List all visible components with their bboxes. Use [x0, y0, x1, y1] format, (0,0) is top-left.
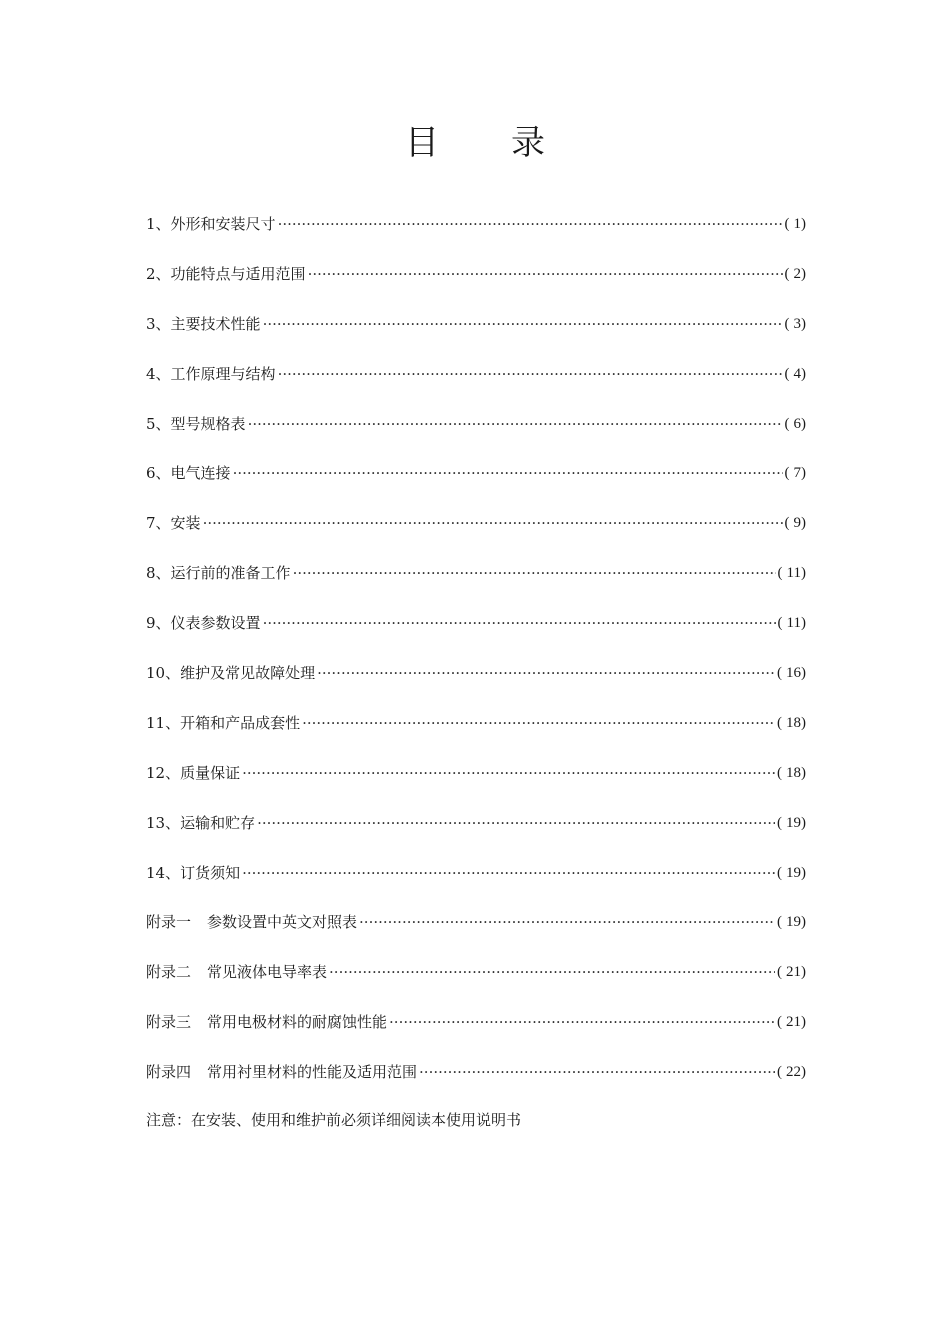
toc-entry[interactable]: [146, 811, 806, 861]
toc-entry-number: 2、: [146, 264, 171, 283]
toc-entry-number: 9、: [146, 614, 171, 633]
toc-entry[interactable]: [146, 262, 806, 312]
toc-entry-number: 4、: [146, 364, 171, 383]
toc-entry[interactable]: [146, 711, 806, 761]
toc-entry-label: 质量保证: [180, 763, 241, 782]
dot-leader: [419, 1060, 775, 1084]
dot-leader: [302, 711, 775, 735]
dot-leader: [263, 611, 776, 635]
toc-entry-page: ( 19): [777, 864, 806, 881]
toc-entry-number: 13、: [146, 813, 181, 832]
toc-entry[interactable]: [146, 561, 806, 611]
toc-entry-label: 常用电极材料的耐腐蚀性能: [207, 1013, 388, 1032]
toc-entry-page: ( 21): [777, 1014, 806, 1031]
toc-entry-number: 10、: [146, 664, 181, 683]
toc-entry-label: 工作原理与结构: [170, 364, 276, 383]
toc-entry-page: ( 21): [777, 964, 806, 981]
toc-entry-page: ( 19): [777, 814, 806, 831]
toc-entry-label: 参数设置中英文对照表: [207, 913, 358, 932]
toc-entry-page: ( 3): [784, 315, 806, 332]
title-char-1: 目: [405, 123, 439, 163]
dot-leader: [278, 212, 783, 236]
dot-leader: [278, 362, 783, 386]
toc-entry-page: ( 6): [784, 415, 806, 432]
toc-entry[interactable]: [146, 761, 806, 811]
toc-entry-page: ( 11): [777, 565, 806, 582]
toc-entry-number: 8、: [146, 564, 171, 583]
dot-leader: [329, 960, 775, 984]
dot-leader: [389, 1010, 775, 1034]
page-title: [0, 115, 950, 164]
toc-entry-appendix[interactable]: [146, 1060, 806, 1110]
toc-entry-number: 附录二: [146, 963, 192, 982]
dot-leader: [308, 262, 783, 286]
toc-entry-label: 外形和安装尺寸: [170, 215, 276, 233]
dot-leader: [359, 910, 775, 934]
toc-entry-label: 常用衬里材料的性能及适用范围: [207, 1063, 418, 1082]
toc-entry-number: 12、: [146, 763, 181, 782]
toc-entry-page: ( 11): [777, 615, 806, 632]
toc-entry-label: 运输和贮存: [180, 813, 256, 832]
toc-entry-page: ( 22): [777, 1064, 806, 1081]
dot-leader: [257, 811, 775, 835]
toc-entry-page: ( 16): [777, 665, 806, 682]
toc-entry-page: ( 19): [777, 914, 806, 931]
toc-entry[interactable]: [146, 312, 806, 362]
dot-leader: [242, 761, 775, 785]
toc-entry-number: 7、: [146, 514, 171, 533]
toc-entry-appendix[interactable]: [146, 960, 806, 1010]
toc-entry-page: ( 18): [777, 714, 806, 731]
dot-leader: [233, 461, 783, 485]
dot-leader: [317, 661, 775, 685]
toc-entry-number: 11、: [146, 713, 181, 732]
toc-entry-label: 功能特点与适用范围: [170, 264, 306, 283]
dot-leader: [242, 861, 775, 885]
toc-entry-number: 附录一: [146, 913, 192, 932]
toc-entry-number: 5、: [146, 414, 171, 433]
dot-leader: [248, 412, 783, 436]
toc-entry-page: ( 9): [784, 515, 806, 532]
toc-entry-page: ( 4): [784, 365, 806, 382]
toc-entry-label: 维护及常见故障处理: [180, 664, 316, 683]
toc-entry[interactable]: [146, 511, 806, 561]
toc-entry-label: 安装: [170, 514, 201, 533]
toc-entry[interactable]: [146, 461, 806, 511]
toc-entry-page: ( 1): [784, 216, 806, 232]
toc-entry-label: 常见液体电导率表: [207, 963, 328, 982]
toc-entry[interactable]: [146, 661, 806, 711]
toc-entry[interactable]: [146, 861, 806, 911]
title-char-2: 录: [511, 123, 545, 163]
toc-entry-page: ( 7): [784, 465, 806, 482]
dot-leader: [203, 511, 783, 535]
toc-entry-label: 运行前的准备工作: [170, 564, 291, 583]
toc-entry-label: 电气连接: [170, 464, 231, 483]
toc-entry[interactable]: [146, 611, 806, 661]
toc-entry-appendix[interactable]: [146, 1010, 806, 1060]
toc-entry-label: 主要技术性能: [170, 314, 261, 333]
toc-entry[interactable]: [146, 362, 806, 412]
toc-entry-label: 型号规格表: [170, 414, 246, 433]
toc-entry-appendix[interactable]: [146, 910, 806, 960]
toc-entry-label: 仪表参数设置: [170, 614, 261, 633]
toc-entry-number: 1、: [146, 215, 171, 233]
toc-entry-label: 开箱和产品成套性: [180, 713, 301, 732]
toc-entry-label: 订货须知: [180, 863, 241, 882]
toc-entry[interactable]: [146, 412, 806, 462]
toc-entry[interactable]: [146, 212, 806, 262]
dot-leader: [263, 312, 783, 336]
toc-entry-number: 14、: [146, 863, 181, 882]
reading-notice: 注意：在安装、使用和维护前必须详细阅读本使用说明书: [146, 1111, 522, 1129]
dot-leader: [293, 561, 776, 585]
toc-entry-number: 附录四: [146, 1063, 192, 1082]
toc-entry-number: 附录三: [146, 1013, 192, 1032]
toc-entry-page: ( 18): [777, 764, 806, 781]
toc-entry-page: ( 2): [784, 265, 806, 282]
toc-entry-number: 3、: [146, 314, 171, 333]
toc-entry-number: 6、: [146, 464, 171, 483]
table-of-contents: [146, 212, 806, 1110]
